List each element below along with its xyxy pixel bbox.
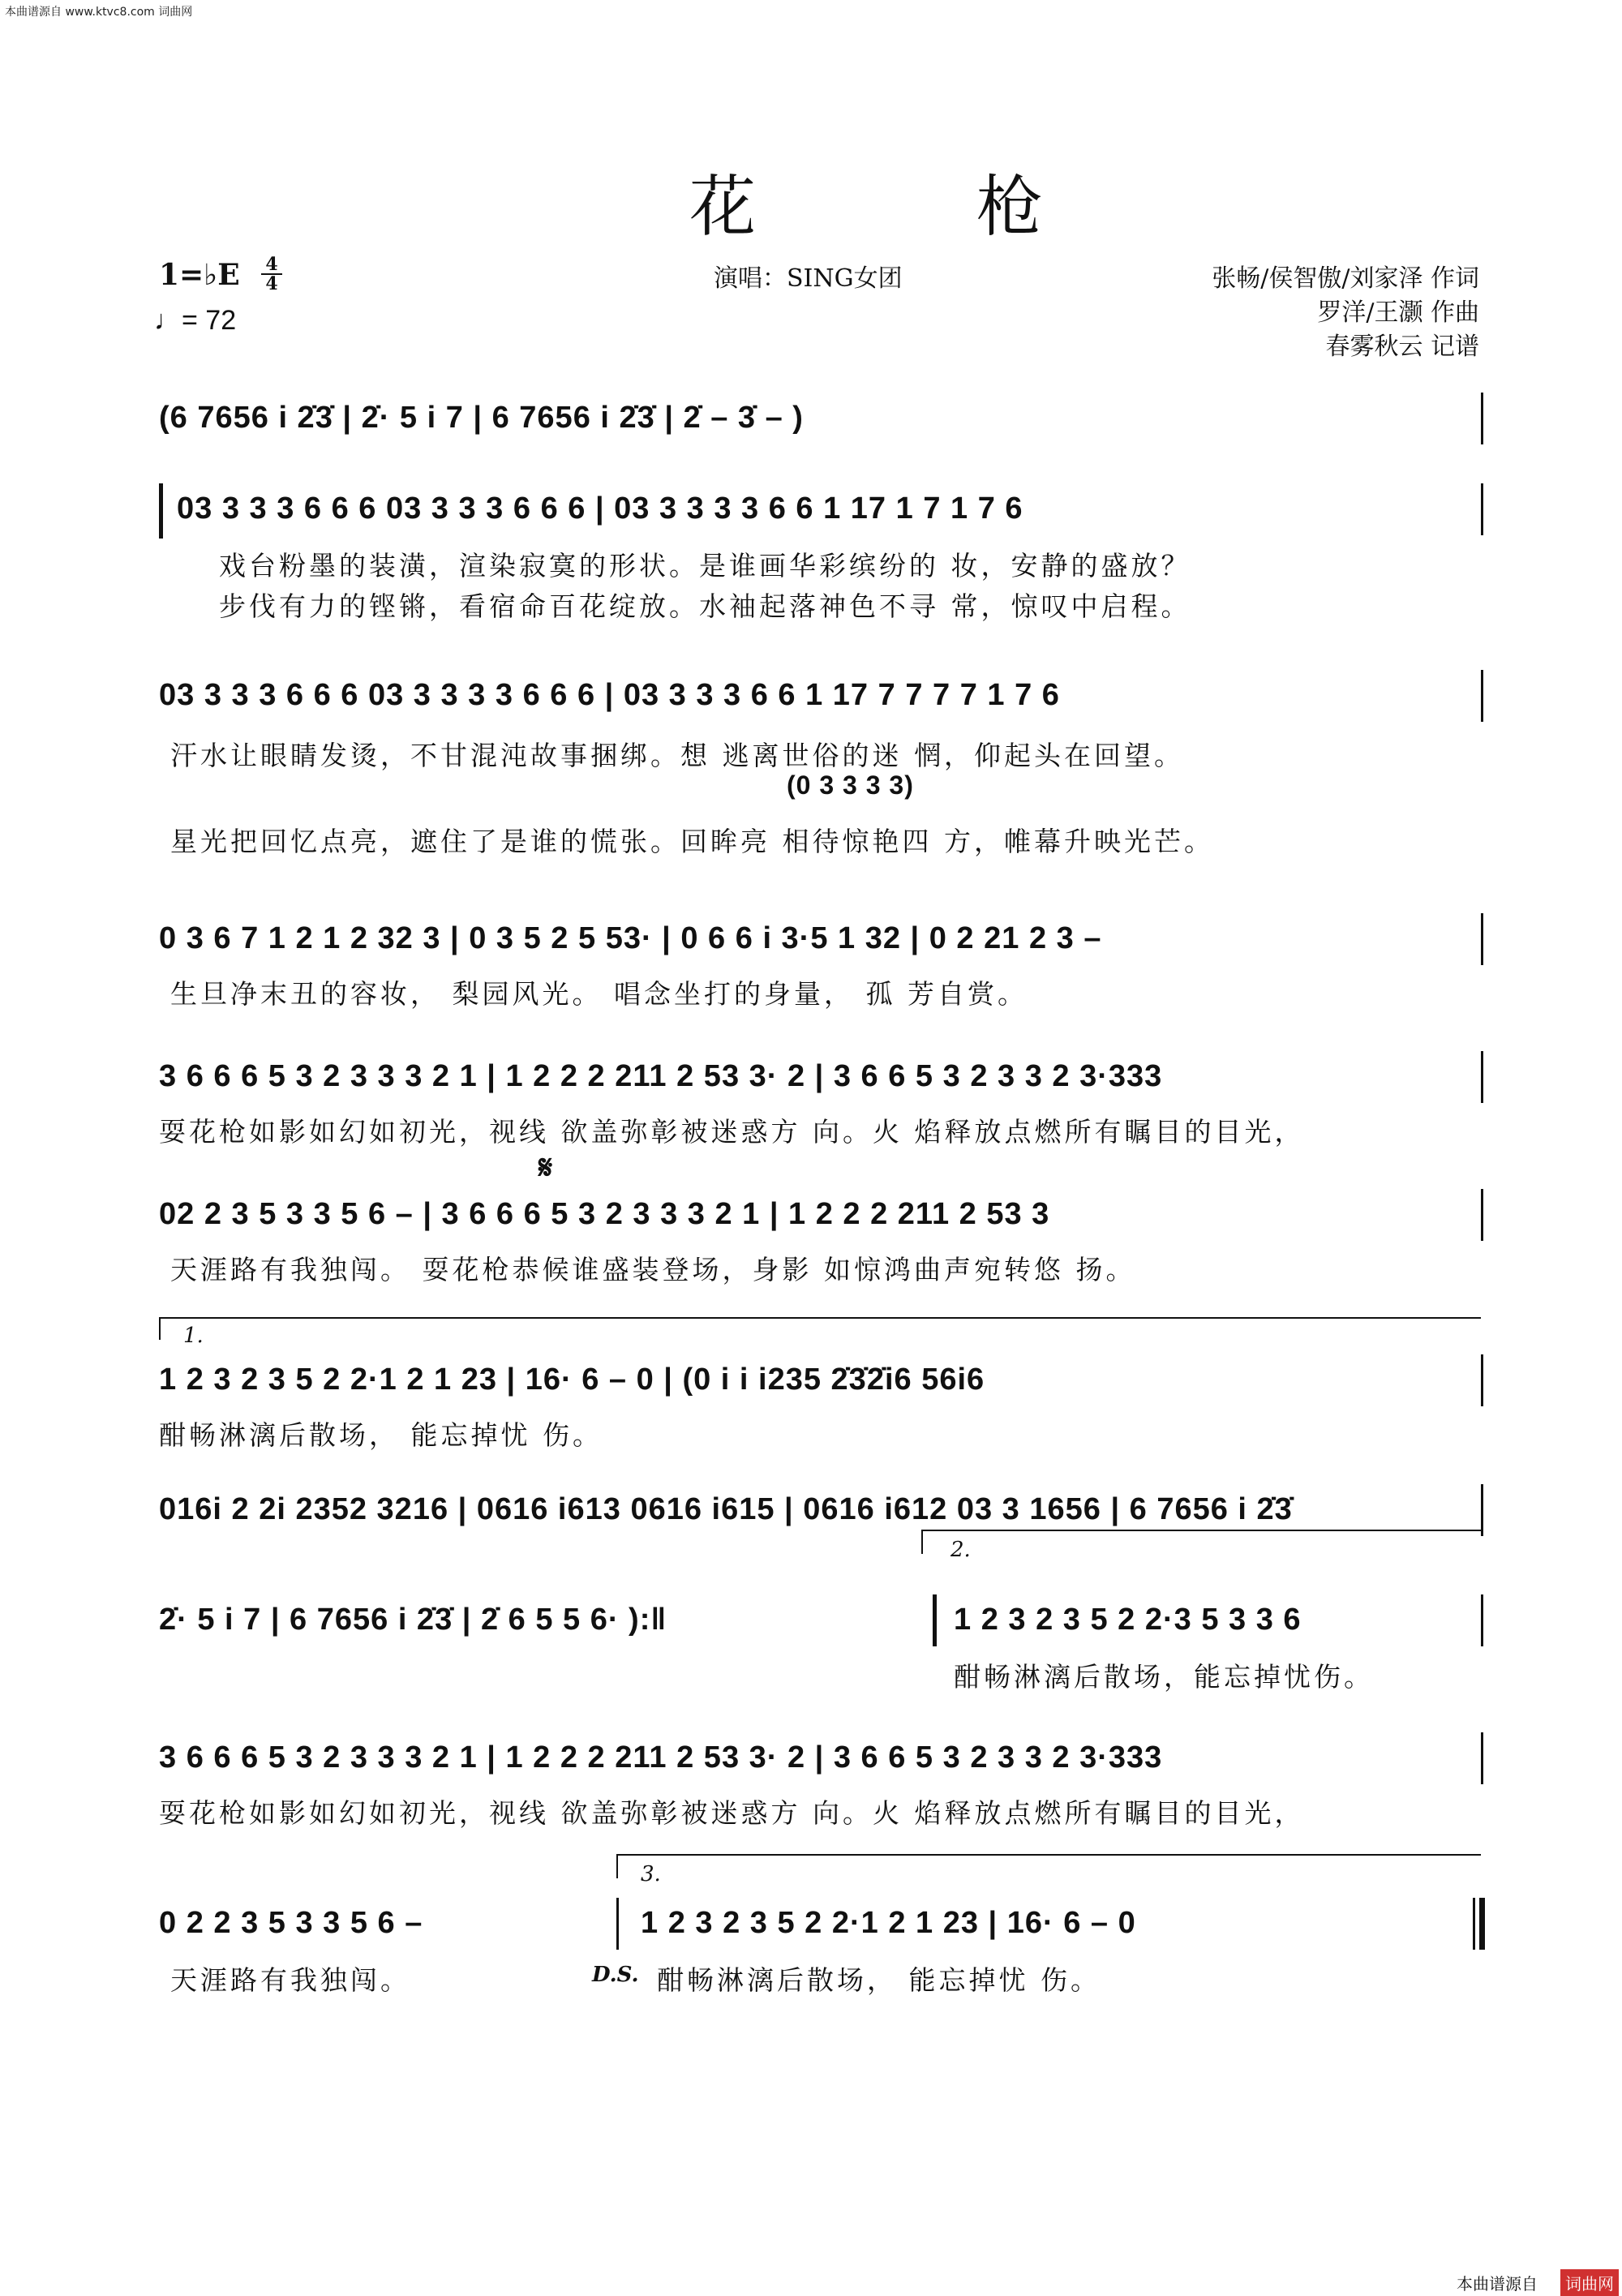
volta-number: 1. bbox=[183, 1324, 204, 1348]
volta-bracket-edge bbox=[159, 1317, 161, 1340]
lyric-line: 步伐有力的铿锵，看宿命百花绽放。水袖起落神色不寻 常，惊叹中启程。 bbox=[219, 590, 1191, 622]
time-signature: 4 4 bbox=[261, 256, 282, 292]
lyric-line: 酣畅淋漓后散场， 能忘掉忧 伤。 bbox=[159, 1419, 603, 1451]
barline bbox=[1481, 1484, 1483, 1536]
repeat-end-barline bbox=[933, 1594, 937, 1646]
notation-line-bridge: 0 3 6 7 1 2 1 2 32 3 | 0 3 5 2 5 53· | 0 6 6 i 3·5 1 32 | 0 2 21 2 3 – bbox=[159, 921, 1102, 955]
barline bbox=[1481, 913, 1483, 965]
repeat-start-barline bbox=[159, 483, 163, 539]
final-barline-thick bbox=[1479, 1898, 1485, 1950]
notation-line-verse-2: 03 3 3 3 6 6 6 03 3 3 3 3 6 6 6 | 03 3 3 3 6 6 1 17 7 7 7 7 1 7 6 bbox=[159, 678, 1060, 712]
notation-line-ending-3: 1 2 3 2 3 5 2 2·1 2 1 23 | 16· 6 – 0 bbox=[641, 1906, 1136, 1940]
segno-sign: 𝄋 bbox=[539, 1148, 553, 1187]
source-watermark: 本曲谱源自 www.ktvc8.com 词曲网 bbox=[5, 6, 193, 19]
lyric-line: 耍花枪如影如幻如初光，视线 欲盖弥彰被迷惑方 向。火 焰释放点燃所有瞩目的目光， bbox=[159, 1797, 1305, 1829]
notation-line-ending-1: 1 2 3 2 3 5 2 2·1 2 1 23 | 16· 6 – 0 | (0 i i i235 2̇3̇2̇i6 56i6 bbox=[159, 1363, 985, 1397]
volta-bracket bbox=[921, 1530, 1481, 1531]
lyricist-credit: 张畅/侯智傲/刘家泽 作词 bbox=[1212, 264, 1479, 293]
volta-bracket-edge bbox=[616, 1854, 618, 1878]
notation-line-interlude: 016i 2 2i 2352 3216 | 0616 i613 0616 i615 | 0616 i612 03 3 1656 | 6 7656 i 2̇3̇ bbox=[159, 1492, 1293, 1526]
lyric-line: 酣畅淋漓后散场，能忘掉忧伤。 bbox=[954, 1661, 1374, 1693]
volta-bracket bbox=[616, 1854, 1481, 1856]
barline bbox=[1481, 483, 1483, 535]
tempo-marking: ♩= 72 bbox=[154, 305, 237, 336]
notation-line-interlude-end: 2̇· 5 i 7 | 6 7656 i 2̇3̇ | 2̇ 6 5 5 6· ):‖ bbox=[159, 1603, 667, 1637]
notation-line-intro: (6 7656 i 2̇3̇ | 2̇· 5 i 7 | 6 7656 i 2̇3̇ | 2̇ – 3̇ – ) bbox=[159, 401, 804, 435]
barline bbox=[1481, 1732, 1483, 1784]
lyric-line: 耍花枪如影如幻如初光，视线 欲盖弥彰被迷惑方 向。火 焰释放点燃所有瞩目的目光， bbox=[159, 1116, 1305, 1148]
alternate-notes: (0 3 3 3 3) bbox=[787, 770, 914, 800]
composer-credit: 罗洋/王灏 作曲 bbox=[1317, 298, 1479, 327]
volta-number: 3. bbox=[641, 1862, 661, 1886]
lyric-line: 戏台粉墨的装潢，渲染寂寞的形状。是谁画华彩缤纷的 妆，安静的盛放？ bbox=[219, 550, 1191, 582]
notation-line-chorus-2: 02 2 3 5 3 3 5 6 – | 3 6 6 6 5 3 2 3 3 3 2 1 | 1 2 2 2 211 2 53 3 bbox=[159, 1197, 1050, 1231]
footer-source-text: 本曲谱源自 bbox=[1457, 2274, 1538, 2294]
lyric-line: 酣畅淋漓后散场， 能忘掉忧 伤。 bbox=[657, 1964, 1101, 1996]
barline bbox=[1481, 1354, 1483, 1406]
notation-line-chorus-1: 3 6 6 6 5 3 2 3 3 3 2 1 | 1 2 2 2 211 2 53 3· 2 | 3 6 6 5 3 2 3 3 2 3·333 bbox=[159, 1059, 1163, 1093]
notation-line-ending-2: 1 2 3 2 3 5 2 2·3 5 3 3 6 bbox=[954, 1603, 1302, 1637]
singer-credit: 演唱：SING女团 bbox=[714, 264, 903, 293]
lyric-line: 生旦净末丑的容妆， 梨园风光。 唱念坐打的身量， 孤 芳自赏。 bbox=[170, 978, 1028, 1010]
lyric-line: 天涯路有我独闯。 bbox=[170, 1964, 410, 1996]
key-signature: 1=♭E bbox=[159, 258, 240, 292]
lyric-line: 天涯路有我独闯。 耍花枪恭候谁盛装登场，身影 如惊鸿曲声宛转悠 扬。 bbox=[170, 1254, 1136, 1285]
final-barline-thin bbox=[1473, 1898, 1475, 1950]
notation-line-chorus-3: 3 6 6 6 5 3 2 3 3 3 2 1 | 1 2 2 2 211 2 53 3· 2 | 3 6 6 5 3 2 3 3 2 3·333 bbox=[159, 1740, 1163, 1775]
barline bbox=[1481, 393, 1483, 444]
dal-segno-mark: D.S. bbox=[592, 1963, 639, 1987]
barline bbox=[1481, 1189, 1483, 1241]
barline bbox=[1481, 670, 1483, 722]
transcriber-credit: 春雾秋云 记谱 bbox=[1325, 333, 1479, 361]
lyric-line: 汗水让眼睛发烫，不甘混沌故事捆绑。想 逃离世俗的迷 惘，仰起头在回望。 bbox=[170, 740, 1184, 771]
lyric-line: 星光把回忆点亮，遮住了是谁的慌张。回眸亮 相待惊艳四 方，帷幕升映光芒。 bbox=[170, 826, 1214, 857]
barline bbox=[1481, 1051, 1483, 1103]
notation-line-verse-1: 03 3 3 3 6 6 6 03 3 3 3 6 6 6 | 03 3 3 3 3 6 6 1 17 1 7 1 7 6 bbox=[177, 491, 1023, 526]
barline bbox=[1481, 1594, 1483, 1646]
volta-bracket-edge bbox=[921, 1530, 923, 1554]
volta-bracket bbox=[159, 1317, 1481, 1319]
song-title: 花 枪 bbox=[689, 169, 1121, 246]
notation-line-final: 0 2 2 3 5 3 3 5 6 – bbox=[159, 1906, 423, 1940]
barline bbox=[616, 1898, 619, 1950]
footer-brand-logo: 词曲网 bbox=[1560, 2269, 1619, 2296]
volta-number: 2. bbox=[950, 1538, 971, 1562]
